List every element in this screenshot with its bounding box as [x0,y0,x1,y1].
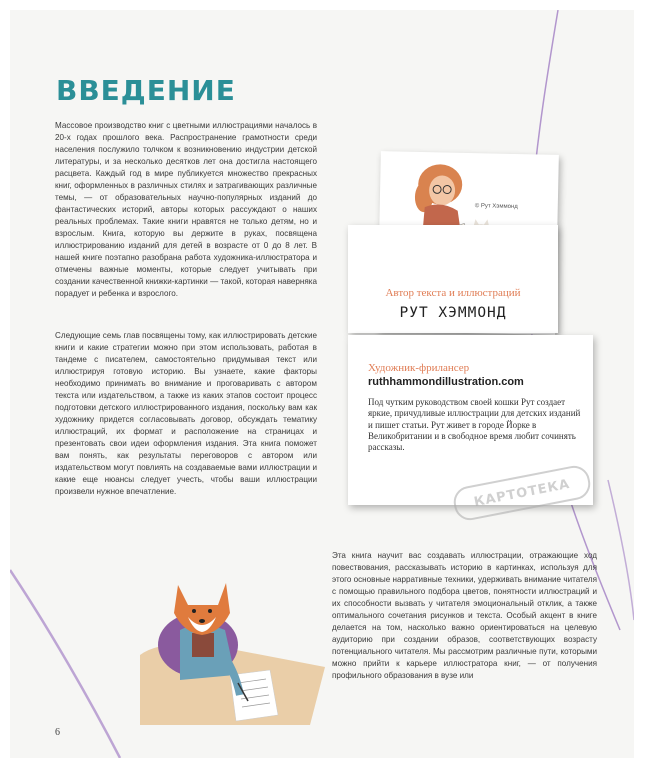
fox-writing-illustration [140,575,330,725]
intro-paragraph-3: Эта книга научит вас создавать иллюстрации, отражающие ход повествования, рассказывать историю в картинках, используя для этого основные нарративные техники, удерживать внимание читателя с помощью правильного подбора цветов, понятности иллюстраций и их способности вызвать у читателя эмоциональный отклик, а также оптимального сочетания рисунков и текста. Особый акцент в книге делается на том, насколько важно ориентироваться на целевую аудиторию при создании образов, соответствующих возрасту потенциального читателя. Мы рассмотрим различные пути, которыми можно прийти к карьере иллюстратора книг, — от получения профильного образования в вузе или [332,551,597,680]
watermark-stamp: КАРТОТЕКА [451,463,593,523]
book-page [10,10,634,758]
intro-paragraph-1: Массовое производство книг с цветными иллюстрациями началось в 20-х годах прошлого века. Распространение грамотности среди населения послужило толчком к возникновению индустрии детской литературы, и за несколько десятков лет она достигла настоящего расцвета. Каждый год в мире публикуется множество прекрасных книг, оформленных в различных стилях и затрагивающих различные темы, — от образовательных научно-популярных изданий до фантастических историй, авторы которых рассуждают о наших реальных проблемах. Такие книги нравятся не только детям, но и взрослым. Книга, которую вы держите в руках, посвящена иллюстрированию изданий для детей в возрасте от 0 до 8 лет. В нашей книге поэтапно разобрана работа художника-иллюстратора и отмечены важные моменты, которые следует учитывать при создании качественной книжки-картинки — такой, которая наверняка порадует и ребенка и взрослого. [55,121,317,298]
page-title: ВВЕДЕНИЕ [56,74,236,107]
author-profession: Художник-фрилансер [368,362,470,374]
page-number: 6 [55,727,60,738]
author-website: ruthhammondillustration.com [368,376,524,388]
author-role: Автор текста и иллюстраций [385,287,521,299]
author-name: РУТ ХЭММОНД [399,305,507,321]
author-name-card [348,225,558,333]
intro-paragraph-2: Следующие семь глав посвящены тому, как иллюстрировать детские книги и какие стратегии можно при этом использовать, работая в тандеме с писателем, самостоятельно придумывая текст или иллюстрируя готовую историю. Вы узнаете, какие факторы необходимо принимать во внимание и проговаривать с автором текста или издательством, а также из каких этапов состоит процесс подготовки детского иллюстрированного издания, поскольку вам как художнику придется согласовывать договор, обсуждать тематику иллюстраций, их формат и расположение на страницах и презентовать свои идеи оформления издания. Эта книга поможет вам понять, как результаты переговоров с автором или издательством могут повлиять на создаваемые вами иллюстрации и какие еще нюансы следует учесть, чтобы ваши иллюстрации произвели нужное впечатление. [55,331,317,496]
author-bio: Под чутким руководством своей кошки Рут создает яркие, причудливые иллюстрации для детских изданий и пишет статьи. Рут живет в городе Йорке в Великобритании и в свободное время любит сочинять рассказы. [368,397,581,453]
portrait-copyright: © Рут Хэммонд [474,203,518,211]
